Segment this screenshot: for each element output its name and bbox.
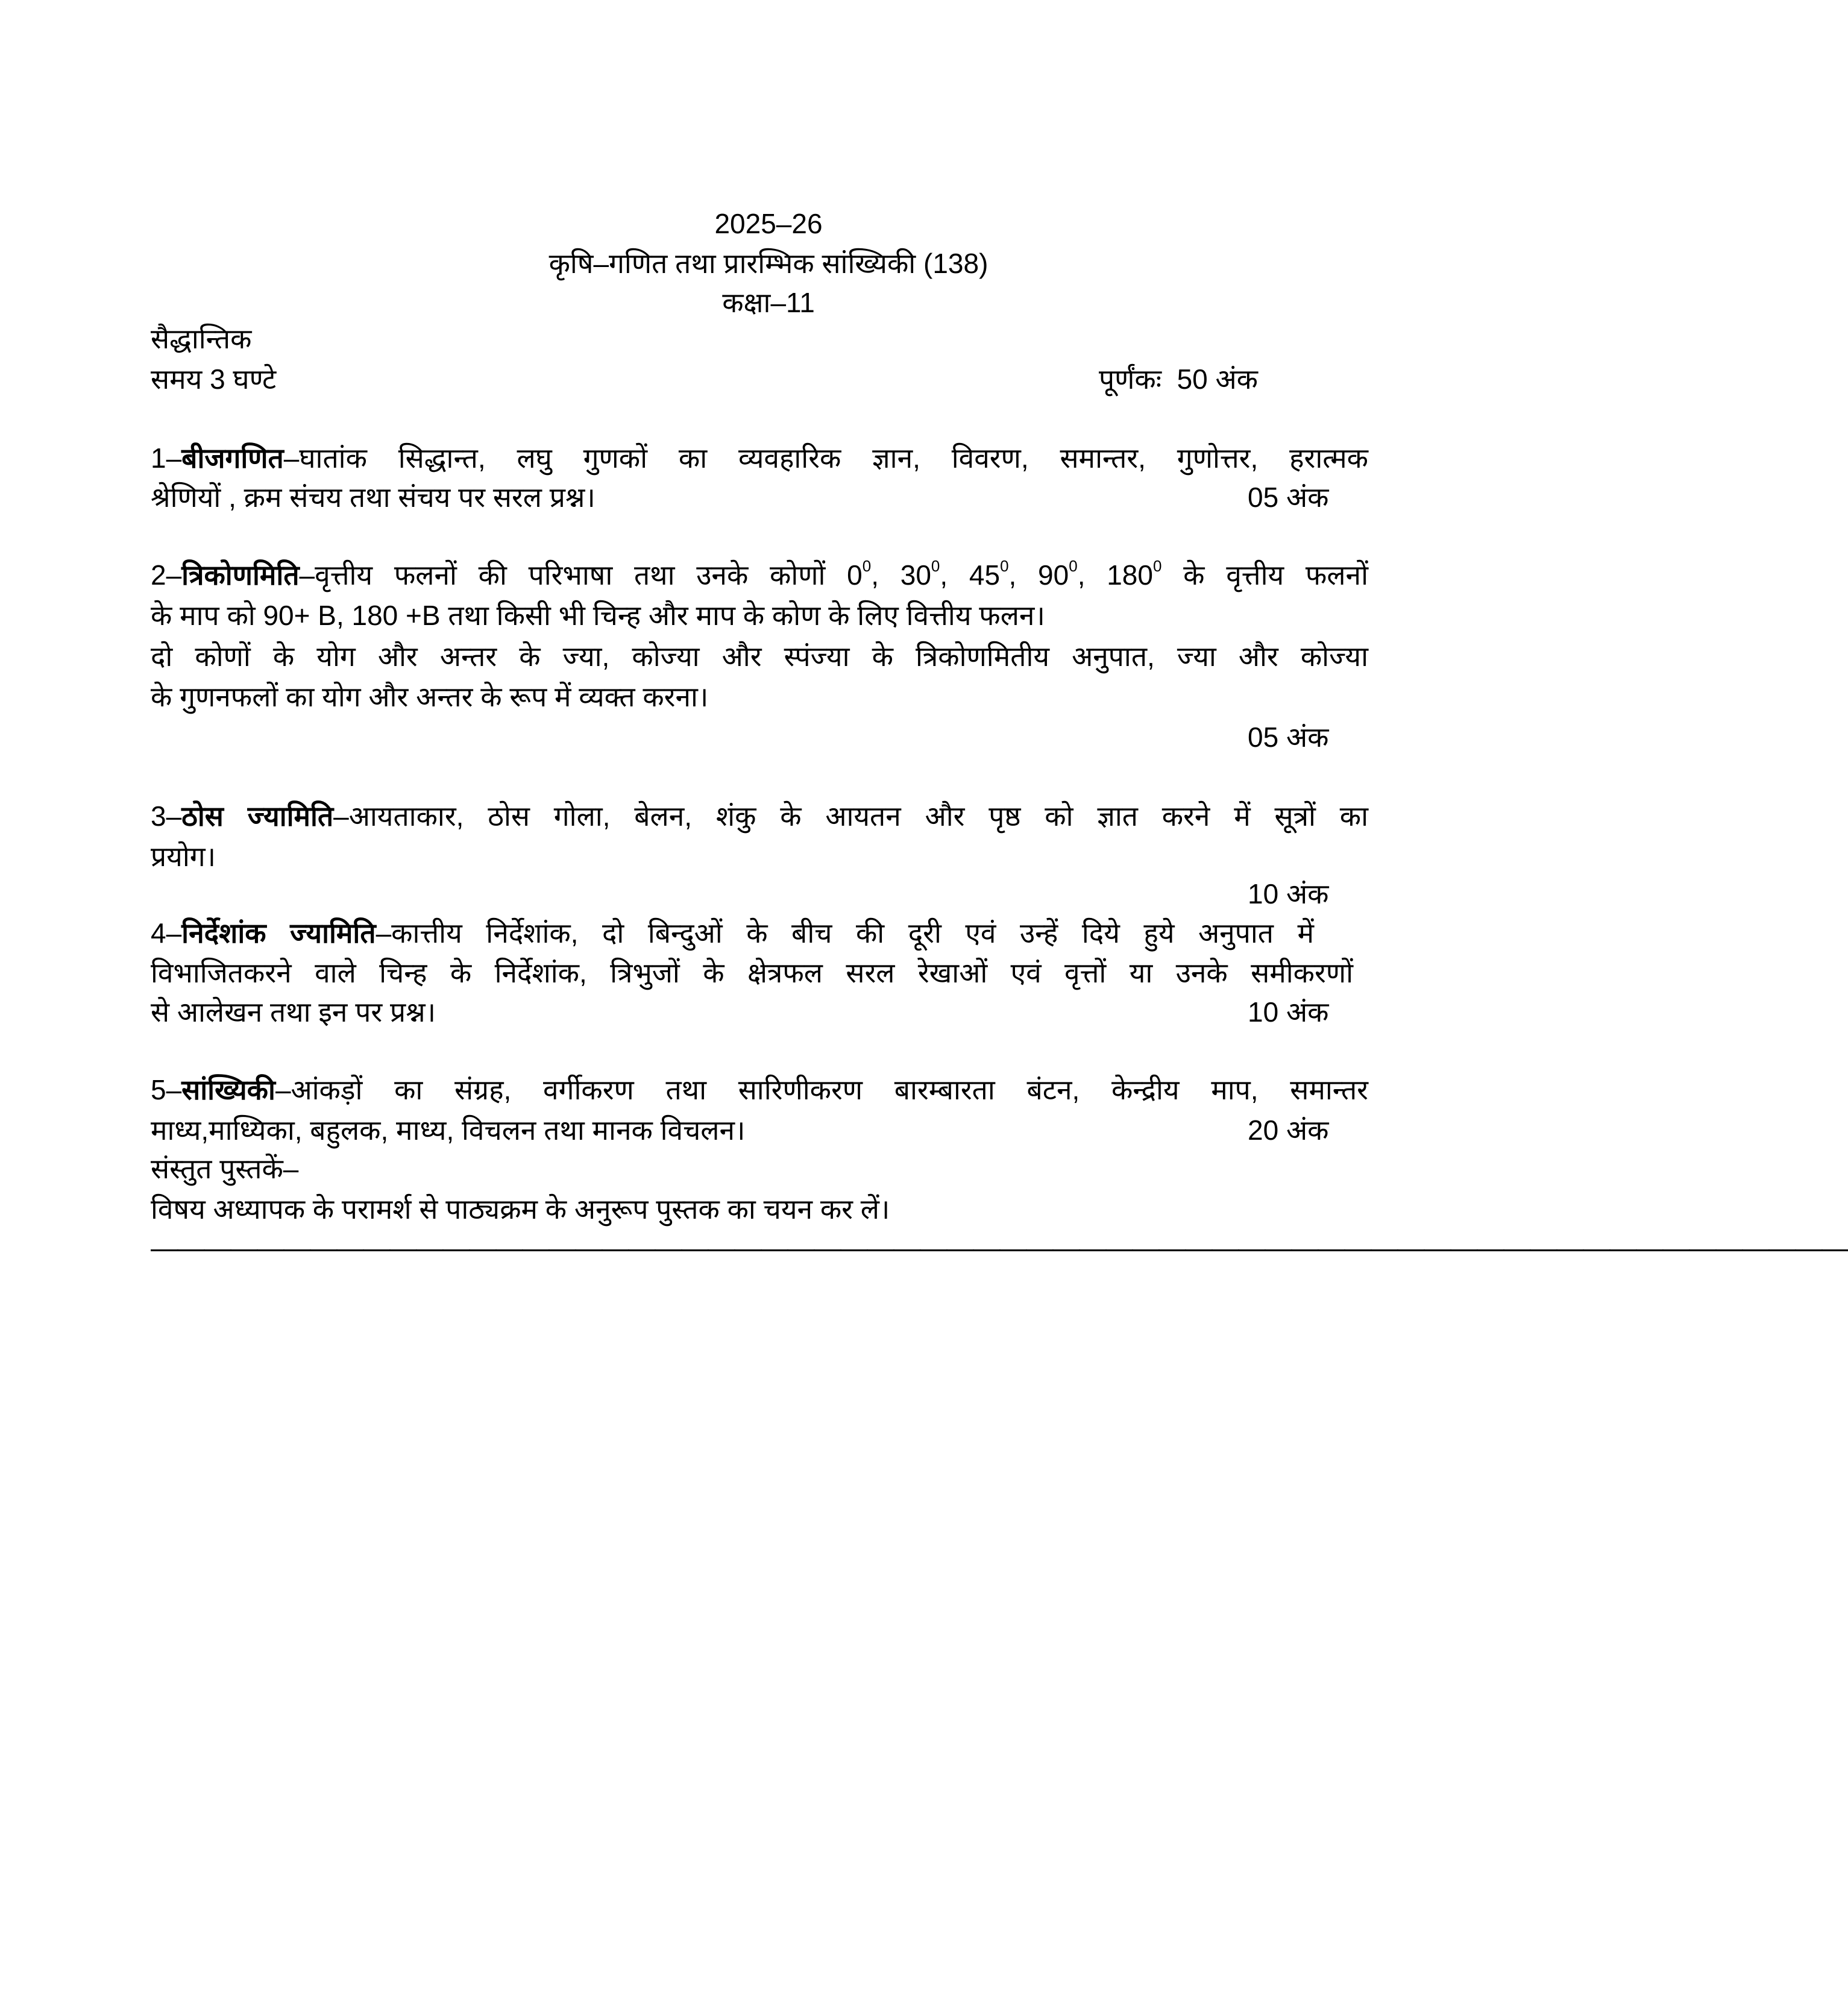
- subject-title: कृषि–गणित तथा प्रारम्भिक सांख्यिकी (138): [548, 248, 988, 279]
- unit-5-marks: 20 अंक: [1248, 1114, 1329, 1146]
- unit-3-line-2: प्रयोग।: [151, 841, 216, 872]
- unit-name: निर्देशांक ज्यामिति: [181, 917, 376, 949]
- degree-sup: 0: [1000, 557, 1009, 575]
- unit-2-line-1: [151, 558, 1368, 592]
- unit-text: , 30: [871, 559, 931, 591]
- unit-text: –आंकड़ों का संग्रह, वर्गीकरण तथा सारिणीकरण बारम्बारता बंटन, केन्द्रीय माप, समान्तर: [275, 1074, 1368, 1105]
- unit-text: , 45: [940, 559, 1001, 591]
- unit-1-line-1: [151, 441, 1368, 475]
- unit-number: 1–: [151, 442, 182, 474]
- unit-5-line-2: माध्य,माध्यिका, बहुलक, माध्य, विचलन तथा मानक विचलन।: [151, 1114, 746, 1146]
- unit-name: त्रिकोणमिति: [181, 559, 300, 591]
- unit-number: 5–: [151, 1074, 182, 1105]
- unit-text: , 90: [1008, 559, 1069, 591]
- unit-text: –वृत्तीय फलनों की परिभाषा तथा उनके कोणों 0: [299, 559, 863, 591]
- class-label: कक्षा–11: [722, 287, 815, 318]
- unit-text: , 180: [1077, 559, 1153, 591]
- unit-4-marks: 10 अंक: [1248, 996, 1329, 1028]
- session-year: 2025–26: [714, 208, 823, 239]
- max-marks-value: 50 अंक: [1177, 363, 1258, 395]
- unit-4-line-2: विभाजितकरने वाले चिन्ह के निर्देशांक, त्रिभुजों के क्षेत्रफल सरल रेखाओं एवं वृत्तों या उनके समीकरणों: [151, 957, 1353, 988]
- unit-text: –कात्तीय निर्देशांक, दो बिन्दुओं के बीच की दूरी एवं उन्हें दिये हुये अनुपात में: [376, 917, 1315, 949]
- unit-2-marks: 05 अंक: [1248, 721, 1329, 753]
- unit-name: बीजगणित: [181, 442, 284, 474]
- unit-2-line-4: के गुणनफलों का योग और अन्तर के रूप में व्यक्त करना।: [151, 681, 709, 712]
- unit-5-line-1: [151, 1073, 1368, 1107]
- unit-text: –घातांक सिद्धान्त, लघु गुणकों का व्यवहारिक ज्ञान, विवरण, समान्तर, गुणोत्तर, हरात्मक: [283, 442, 1368, 474]
- unit-1-line-2: श्रेणियों , क्रम संचय तथा संचय पर सरल प्रश्न।: [151, 482, 596, 513]
- paper-type: सैद्धान्तिक: [151, 323, 252, 354]
- degree-sup: 0: [931, 557, 940, 575]
- degree-sup: 0: [862, 557, 872, 575]
- unit-2-line-2: के माप को 90+ B, 180 +B तथा किसी भी चिन्ह और माप के कोण के लिए वित्तीय फलन।: [151, 600, 1045, 631]
- degree-sup: 0: [1069, 557, 1078, 575]
- unit-4-line-1: [151, 916, 1314, 950]
- time-label: समय 3 घण्टे: [151, 363, 277, 395]
- unit-3-marks: 10 अंक: [1248, 878, 1329, 910]
- unit-number: 2–: [151, 559, 182, 591]
- unit-name: ठोस ज्यामिति: [181, 800, 334, 832]
- unit-1-marks: 05 अंक: [1248, 482, 1329, 513]
- unit-number: 4–: [151, 917, 182, 949]
- divider-line: ————————————————————————————————————————————————————————————————: [151, 1232, 1848, 1263]
- unit-name: सांख्यिकी: [181, 1074, 275, 1105]
- unit-4-line-3: से आलेखन तथा इन पर प्रश्न।: [151, 996, 436, 1028]
- unit-number: 3–: [151, 800, 182, 832]
- unit-2-line-3: दो कोणों के योग और अन्तर के ज्या, कोज्या और स्पंज्या के त्रिकोणमितीय अनुपात, ज्या और कोज्या: [151, 641, 1368, 672]
- max-marks-label: पूर्णंकः: [1099, 363, 1162, 395]
- unit-3-line-1: [151, 799, 1368, 833]
- recommended-books-heading: संस्तुत पुस्तकें–: [151, 1153, 299, 1184]
- recommended-books-text: विषय अध्यापक के परामर्श से पाठ्यक्रम के अनुरूप पुस्तक का चयन कर लें।: [151, 1193, 890, 1225]
- unit-text: –आयताकार, ठोस गोला, बेलन, शंकु के आयतन और पृष्ठ को ज्ञात करने में सूत्रों का: [333, 800, 1368, 832]
- degree-sup: 0: [1152, 557, 1162, 575]
- unit-text: के वृत्तीय फलनों: [1161, 559, 1368, 591]
- max-marks: [1099, 362, 1258, 396]
